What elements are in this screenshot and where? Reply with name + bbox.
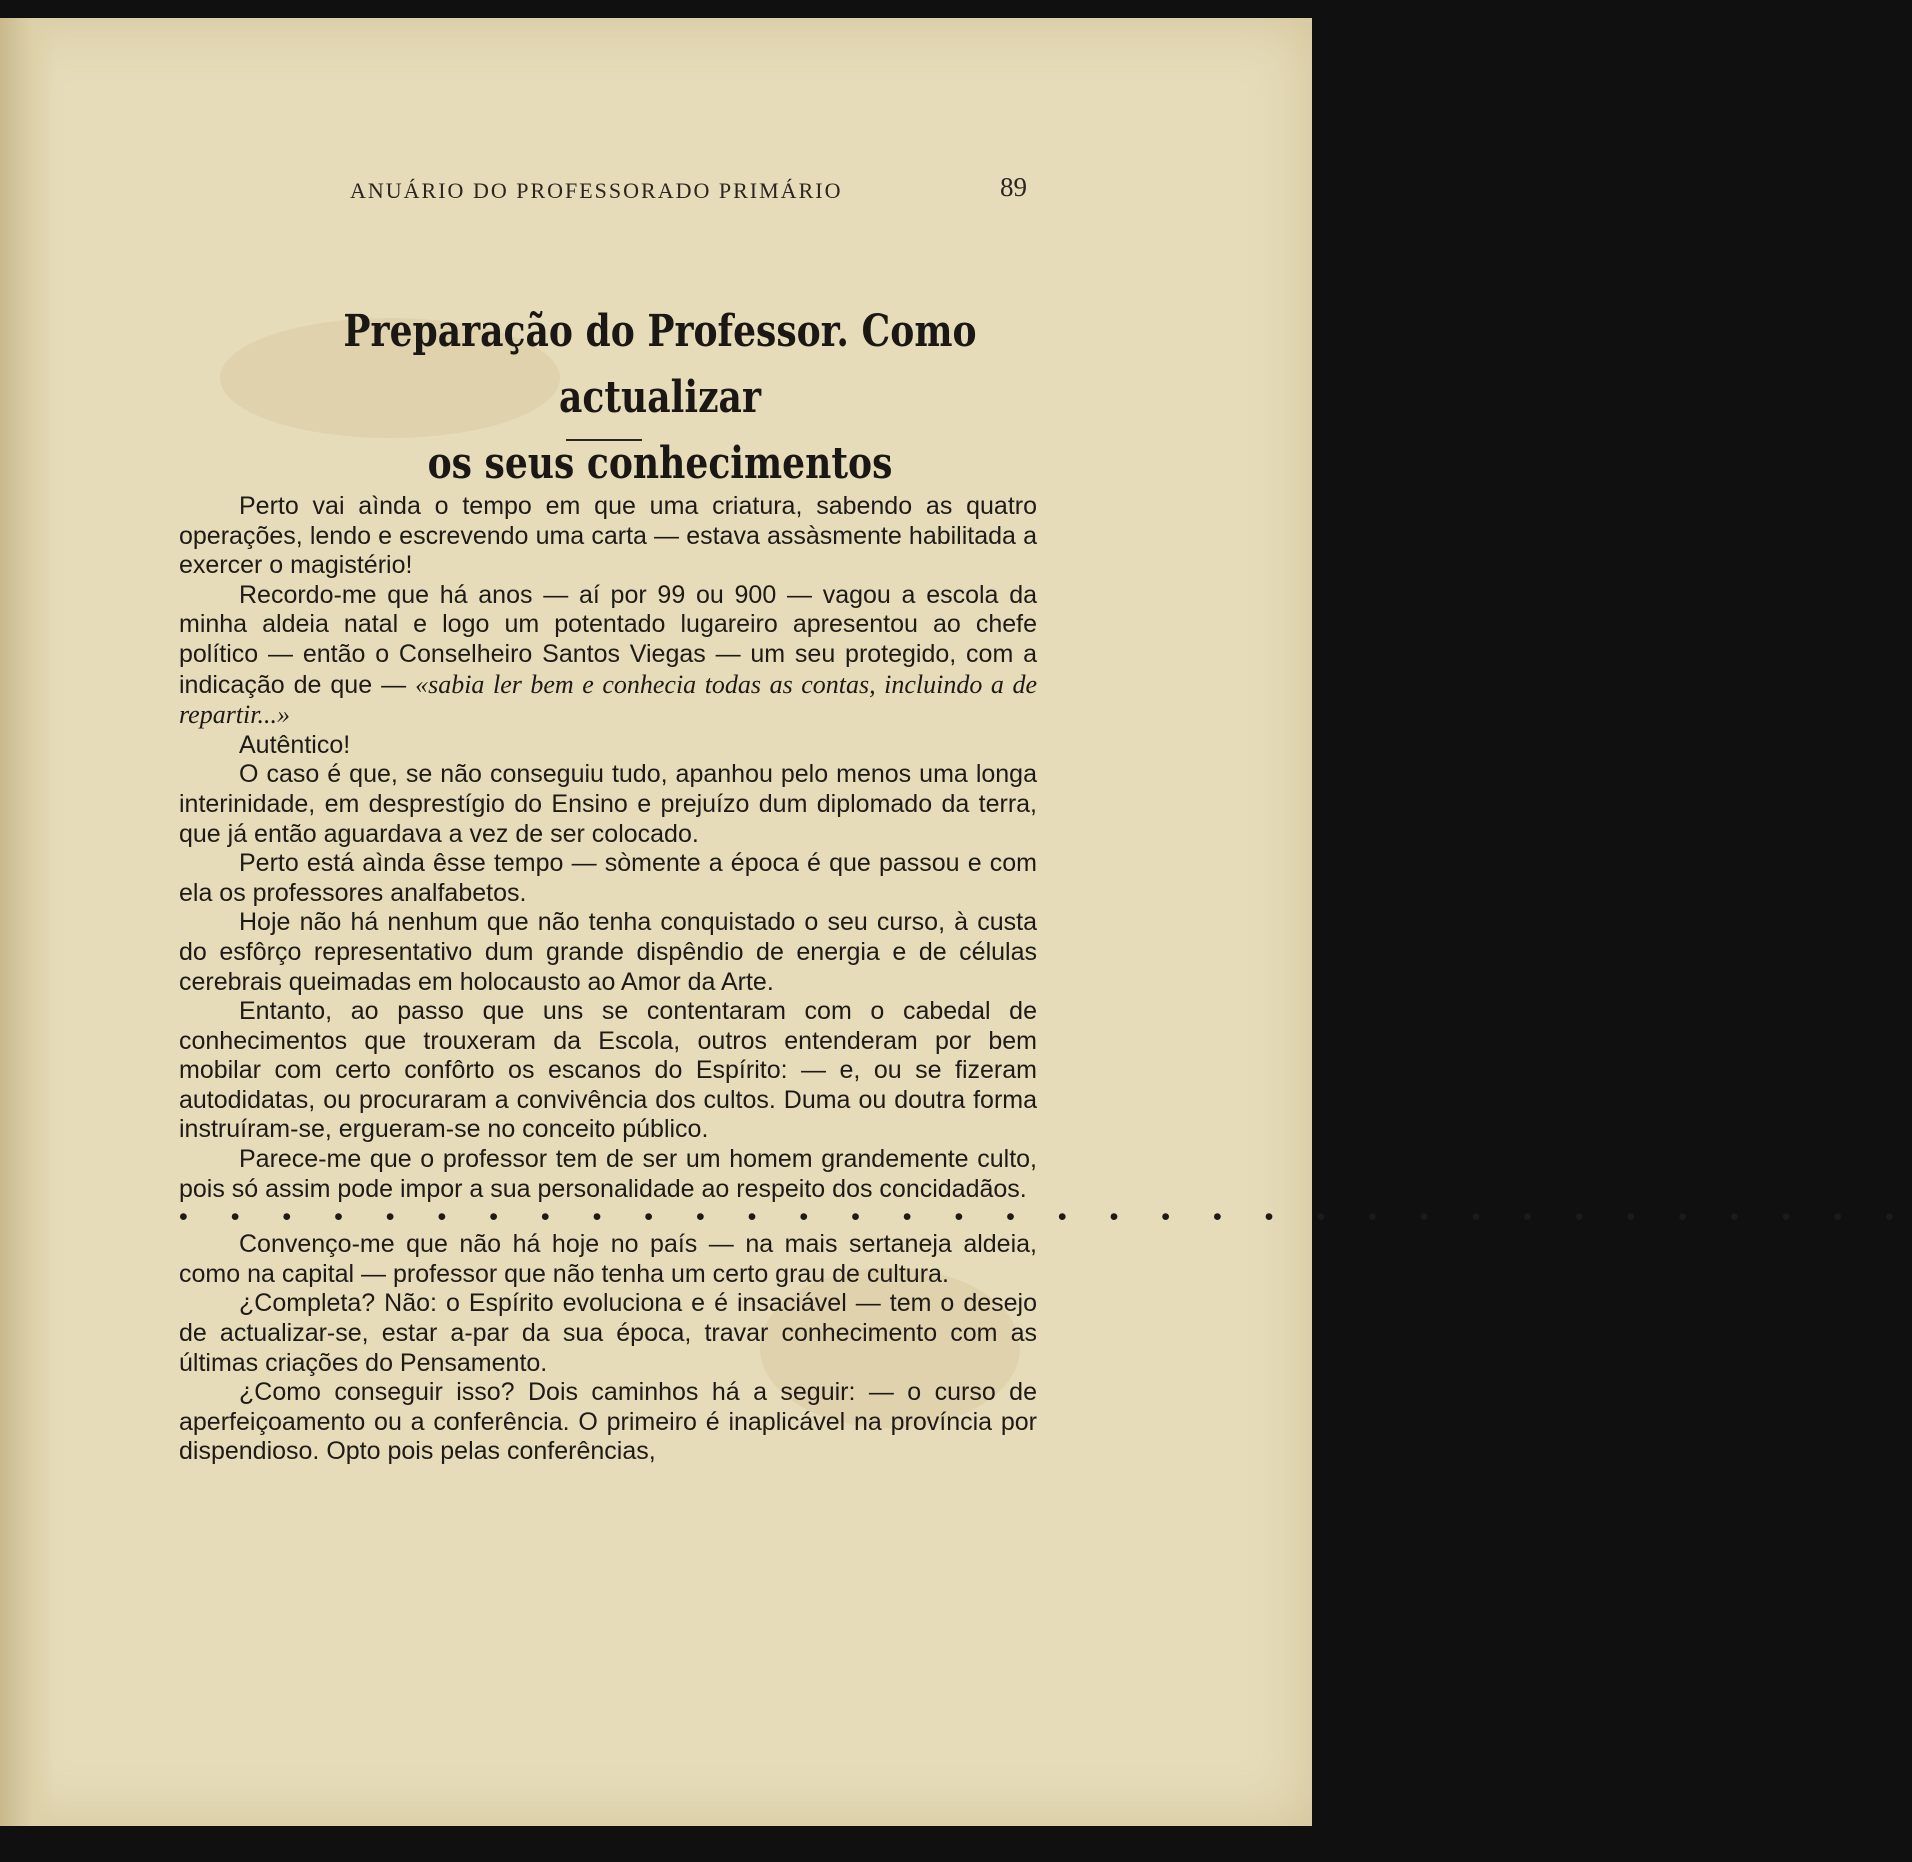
page-binding-edge (0, 18, 55, 1826)
page-number: 89 (1000, 172, 1027, 202)
paragraph: O caso é que, se não conseguiu tudo, apanhou pelo menos uma longa interinidade, em desprestígio do Ensino e prejuízo dum diplomado da terra, que já então aguardava a vez de ser colocado. (179, 760, 1037, 848)
dotted-separator: • • • • • • • • • • • • • • • • • • • • • • • • • • • • • • • • • • (179, 1203, 1912, 1232)
paragraph: Parece-me que o professor tem de ser um homem grandemente culto, pois só assim pode impor a sua personalidade ao respeito dos concidadãos. (179, 1145, 1037, 1203)
paragraph: Perto vai aìnda o tempo em que uma criatura, sabendo as quatro operações, lendo e escrevendo uma carta — estava assàsmente habilitada a exercer o magistério! (179, 492, 1037, 580)
paragraph-text: Recordo-me que há anos — aí por 99 ou 900 — vagou a escola da minha aldeia natal e logo um potentado lugareiro apresentou ao chefe político — então o Conselheiro Santos Viegas — um seu protegido, com a indicação de que — (179, 580, 1037, 699)
article-title (250, 299, 1070, 497)
running-header-title: ANUÁRIO DO PROFESSORADO PRIMÁRIO (350, 178, 843, 203)
article-title-line-2: os seus conhecimentos (427, 438, 893, 490)
paragraph: Perto está aìnda êsse tempo — sòmente a época é que passou e com ela os professores analfabetos. (179, 849, 1037, 907)
paragraph-quote: «sabia ler bem e conhecia todas as contas, incluindo a de repartir...» (179, 669, 1037, 730)
paragraph: Autêntico! (239, 730, 351, 759)
title-divider-rule (566, 439, 642, 441)
article-title-line-1: Preparação do Professor. Como actualizar (343, 306, 977, 424)
paragraph: Entanto, ao passo que uns se contentaram com o cabedal de conhecimentos que trouxeram da Escola, outros entenderam por bem mobilar com certo confôrto os escanos do Espírito: — e, ou se fizeram autodidatas, ou procuraram a convivência dos cultos. Duma ou doutra forma instruíram-se, ergueram-se no conceito público. (179, 997, 1037, 1144)
paragraph: ¿Como conseguir isso? Dois caminhos há a seguir: — o curso de aperfeiçoamento ou a conferência. O primeiro é inaplicável na província por dispendioso. Opto pois pelas conferências, (179, 1378, 1037, 1466)
paragraph (179, 581, 1037, 731)
article-body (179, 492, 1912, 1467)
paragraph: Hoje não há nenhum que não tenha conquistado o seu curso, à custa do esfôrço representativo dum grande dispêndio de energia e de células cerebrais queimadas em holocausto ao Amor da Arte. (179, 908, 1037, 996)
paragraph: ¿Completa? Não: o Espírito evoluciona e é insaciável — tem o desejo de actualizar-se, estar a-par da sua época, travar conhecimento com as últimas criações do Pensamento. (179, 1289, 1037, 1377)
book-page (0, 18, 1912, 1826)
paragraph: Convenço-me que não há hoje no país — na mais sertaneja aldeia, como na capital — professor que não tenha um certo grau de cultura. (179, 1230, 1037, 1288)
